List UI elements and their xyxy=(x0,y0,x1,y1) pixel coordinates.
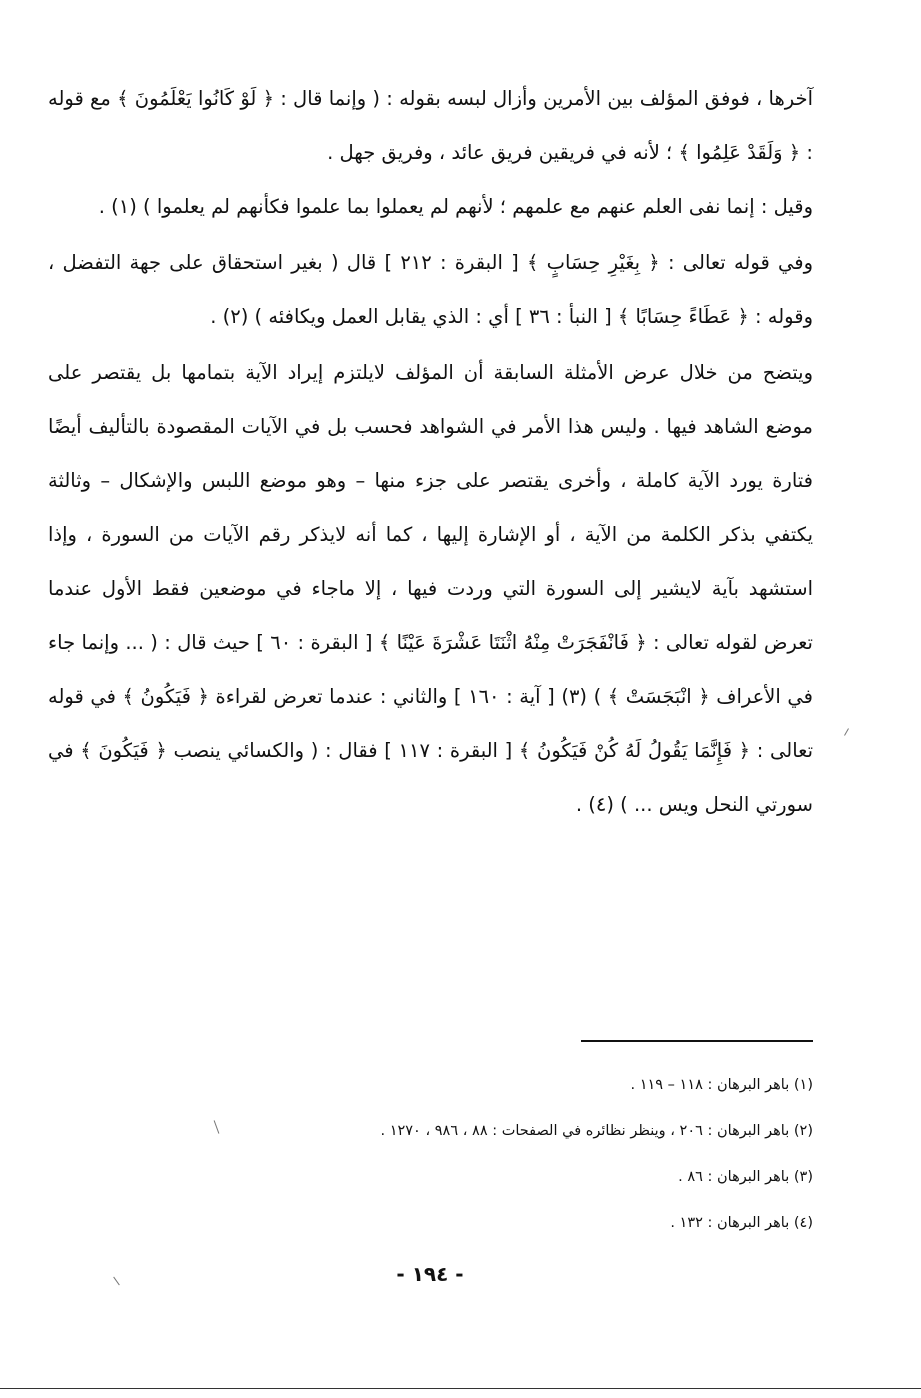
main-text xyxy=(48,72,813,832)
footnote-separator xyxy=(581,1040,813,1042)
footnote-3: (٣) باهر البرهان : ٨٦ . xyxy=(678,1169,813,1185)
paragraph-3: وفي قوله تعالى : ﴿ بِغَيْرِ حِسَابٍ ﴾ [ البقرة : ٢١٢ ] قال ( بغير استحقاق على جهة التفضل ، وقوله : ﴿ عَطَاءً حِسَابًا ﴾ [ النبأ : ٣٦ ] أي : الذي يقابل العمل ويكافئه ) (٢) . xyxy=(48,251,813,328)
scan-speck xyxy=(844,728,849,735)
paragraph-2: وقيل : إنما نفى العلم عنهم مع علمهم ؛ لأنهم لم يعملوا بما علموا فكأنهم لم يعلموا ) (١) . xyxy=(98,195,813,218)
footnote-1: (١) باهر البرهان : ١١٨ – ١١٩ . xyxy=(630,1077,813,1093)
paragraph-4: ويتضح من خلال عرض الأمثلة السابقة أن المؤلف لايلتزم إيراد الآية بتمامها بل يقتصر على موضع الشاهد فيها . وليس هذا الأمر في الشواهد فحسب بل في الآيات المقصودة بالتأليف أيضًا فتارة يورد الآية كاملة ، وأخرى يقتصر على جزء منها – وهو موضع اللبس والإشكال – وثالثة يكتفي بذكر الكلمة من الآية ، أو الإشارة إليها ، كما أنه لايذكر رقم الآيات من السورة ، وإذا استشهد بآية لايشير إلى السورة التي وردت فيها ، إلا ماجاء في موضعين فقط الأول عندما تعرض لقوله تعالى : ﴿ فَانْفَجَرَتْ مِنْهُ اثْنَتَا عَشْرَةَ عَيْنًا ﴾ [ البقرة : ٦٠ ] حيث قال : ( ... وإنما جاء في الأعراف ﴿ انْبَجَسَتْ ﴾ ) (٣) [ آية : ١٦٠ ] والثاني : عندما تعرض لقراءة ﴿ فَيَكُونُ ﴾ في قوله تعالى : ﴿ فَإِنَّمَا يَقُولُ لَهُ كُنْ فَيَكُونُ ﴾ [ البقرة : ١١٧ ] فقال : ( والكسائي ينصب ﴿ فَيَكُونَ ﴾ في سورتي النحل ويس ... ) (٤) . xyxy=(48,361,813,816)
footnote-2: (٢) باهر البرهان : ٢٠٦ ، وينظر نظائره في الصفحات : ٨٨ ، ٩٨٦ ، ١٢٧٠ . xyxy=(380,1123,813,1139)
page-number: - ١٩٤ - xyxy=(396,1262,464,1286)
paragraph-1: آخرها ، فوفق المؤلف بين الأمرين وأزال لبسه بقوله : ( وإنما قال : ﴿ لَوْ كَانُوا يَعْلَمُونَ ﴾ مع قوله : ﴿ وَلَقَدْ عَلِمُوا ﴾ ؛ لأنه في فريقين فريق عائد ، وفريق جهل . xyxy=(48,87,813,164)
scan-speck xyxy=(113,1277,120,1286)
footnote-4: (٤) باهر البرهان : ١٣٢ . xyxy=(670,1215,813,1231)
scan-edge-line xyxy=(0,1388,921,1389)
footnotes xyxy=(113,1062,813,1246)
